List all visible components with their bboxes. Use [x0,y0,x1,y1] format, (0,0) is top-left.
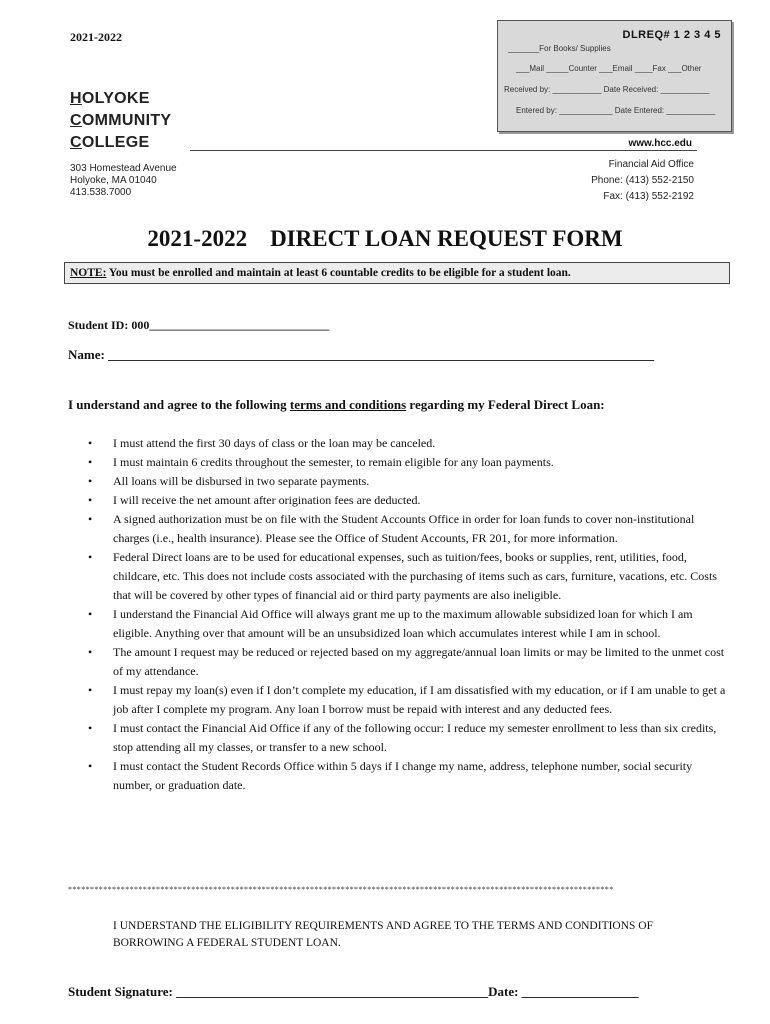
logo-line-2: COMMUNITY [70,112,172,129]
term-item: • I will receive the net amount after origination fees are deducted. [88,491,726,510]
student-id-field[interactable]: Student ID: 000______________________________ [68,318,330,332]
agreement-statement: I UNDERSTAND THE ELIGIBILITY REQUIREMENTS AND AGREE TO THE TERMS AND CONDITIONS OF BORROWING A FEDERAL STUDENT LOAN. [113,920,654,949]
terms-heading-after: regarding my Federal Direct Loan: [406,397,605,412]
terms-heading-before: I understand and agree to the following [68,397,290,412]
receipt-method-line: ___Mail _____Counter ___Email ____Fax ___Other [516,64,702,73]
office-fax: Fax: (413) 552-2192 [603,191,694,202]
address-street: 303 Homestead Avenue [70,163,177,174]
received-by-line: Received by: ___________ Date Received: ___________ [504,85,710,94]
header-year: 2021-2022 [70,30,122,44]
entered-by-line: Entered by: ____________ Date Entered: ___________ [516,106,716,115]
terms-heading-underlined: terms and conditions [289,397,407,412]
college-address [70,163,177,199]
name-field[interactable]: Name: ____________________________________________________________________________________ [68,347,655,362]
term-item: • Federal Direct loans are to be used for educational expenses, such as tuition/fees, books or supplies, rent, utilities, food, childcare, etc. This does not include costs associated with the purchasing of items such as cars, furniture, vacations, etc. Costs that will be covered by other types of financial aid or third party payments are also ineligible. [88,548,726,605]
term-item: • A signed authorization must be on file with the Student Accounts Office in order for loan funds to cover non-institutional charges (i.e., health insurance). Please see the Office of Student Accounts, FR 201, for more information. [88,510,726,548]
header-divider [190,150,697,151]
logo-line-3: COLLEGE [70,134,150,151]
address-phone: 413.538.7000 [70,187,132,198]
term-item: • I understand the Financial Aid Office will always grant me up to the maximum allowable subsidized loan for which I am eligible. Anything over that amount will be an unsubsidized loan which accumulates interest while I am in school. [88,605,726,643]
office-name: Financial Aid Office [608,159,694,170]
website-link[interactable]: www.hcc.edu [628,138,692,149]
financial-aid-contact [591,157,694,205]
form-title: 2021-2022 DIRECT LOAN REQUEST FORM [147,226,623,251]
terms-heading [68,397,605,413]
term-item: • I must maintain 6 credits throughout the semester, to remain eligible for any loan payments. [88,453,726,472]
books-supplies-line: _______For Books/ Supplies [508,44,611,53]
dlreq-number: DLREQ# 1 2 3 4 5 [622,29,721,41]
note-text: You must be enrolled and maintain at least 6 countable credits to be eligible for a student loan. [106,267,571,279]
office-use-box [497,20,732,132]
term-item: • I must contact the Student Records Office within 5 days if I change my name, address, telephone number, social security number, or graduation date. [88,757,726,795]
note-label: NOTE: [70,267,107,279]
separator-line: **************************************************************************************************************************** [68,885,614,894]
office-phone: Phone: (413) 552-2150 [591,175,694,186]
address-city: Holyoke, MA 01040 [70,175,157,186]
term-item: • All loans will be disbursed in two separate payments. [88,472,726,491]
term-item: • I must attend the first 30 days of class or the loan may be canceled. [88,434,726,453]
term-item: • I must contact the Financial Aid Office if any of the following occur: I reduce my semester enrollment to less than six credits, stop attending all my classes, or transfer to a new school. [88,719,726,757]
logo-line-1: HOLYOKE [70,90,150,107]
terms-list [88,434,726,795]
note-box [64,262,730,284]
term-item: • The amount I request may be reduced or rejected based on my aggregate/annual loan limits or may be limited to the unmet cost of my attendance. [88,643,726,681]
term-item: • I must repay my loan(s) even if I don’t complete my education, if I am dissatisfied with my education, or if I am unable to get a job after I complete my program. Any loan I borrow must be repaid with interest and any deducted fees. [88,681,726,719]
signature-date-field[interactable]: Student Signature: ________________________________________________Date: __________________ [68,984,639,999]
college-logo [70,88,171,154]
